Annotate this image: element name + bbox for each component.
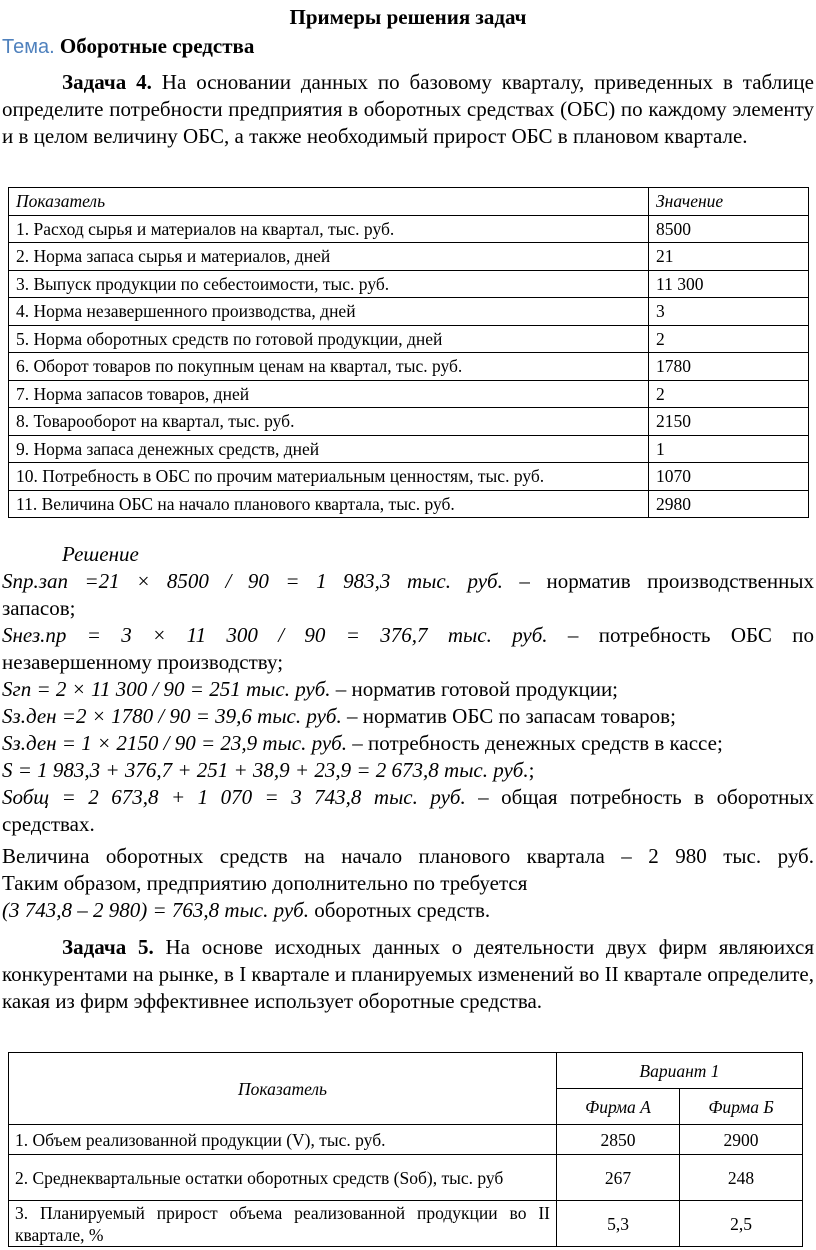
row-value: 1780	[649, 353, 809, 381]
table-header-row	[9, 1053, 803, 1089]
solution-line-10: средствах.	[2, 812, 95, 836]
header-indicator: Показатель	[9, 1053, 557, 1125]
task5-table	[8, 1052, 803, 1247]
table-row	[9, 435, 809, 463]
solution-text-9: – общая потребность в оборотных	[465, 785, 815, 809]
row-indicator: 5. Норма оборотных средств по готовой продукции, дней	[9, 325, 649, 353]
row-indicator: 9. Норма запаса денежных средств, дней	[9, 435, 649, 463]
table-row	[9, 380, 809, 408]
table-row	[9, 215, 809, 243]
solution-line-9	[2, 784, 814, 811]
task4-text: На основании данных по базовому кварталу, приведенных в таблице определите потребности предприятия в оборотных средствах (ОБС) по каждому элементу и в целом величину ОБС, а также необходимый прирост ОБС в плановом квартале.	[2, 70, 814, 148]
row-value: 2150	[649, 408, 809, 436]
solution-title: Решение	[62, 542, 139, 566]
page-title: Примеры решения задач	[289, 5, 527, 29]
solution-line-11: Величина оборотных средств на начало планового квартала – 2 980 тыс. руб.	[2, 844, 814, 868]
row-value: 21	[649, 243, 809, 271]
formula-s-obsch: Sобщ = 2 673,8 + 1 070 = 3 743,8 тыс. руб.	[2, 785, 466, 809]
solution-line-2: запасов;	[2, 596, 76, 620]
solution-line-1	[2, 568, 814, 595]
row-indicator: 8. Товарооборот на квартал, тыс. руб.	[9, 408, 649, 436]
header-indicator: Показатель	[9, 188, 649, 216]
solution-text-3: – потребность ОБС по	[547, 623, 815, 647]
row-indicator: 1. Объем реализованной продукции (V), тыс. руб.	[9, 1125, 557, 1155]
solution-text-1: – норматив производственных	[502, 569, 815, 593]
header-firm-b: Фирма Б	[680, 1089, 803, 1125]
row-indicator: 3. Планируемый прирост объема реализованной продукции во II квартале, %	[9, 1201, 557, 1247]
row-value: 2980	[649, 490, 809, 518]
solution-line-4: незавершенному производству;	[2, 650, 284, 674]
header-variant: Вариант 1	[557, 1053, 803, 1089]
table-header-row	[9, 188, 809, 216]
table-row	[9, 490, 809, 518]
row-indicator: 1. Расход сырья и материалов на квартал, тыс. руб.	[9, 215, 649, 243]
solution-line-5	[2, 676, 814, 703]
row-value: 11 300	[649, 270, 809, 298]
topic-value: Оборотные средства	[59, 34, 255, 58]
topic-label: Тема.	[2, 36, 55, 58]
row-indicator: 3. Выпуск продукции по себестоимости, тыс. руб.	[9, 270, 649, 298]
row-value: 2	[649, 325, 809, 353]
row-indicator: 10. Потребность в ОБС по прочим материальным ценностям, тыс. руб.	[9, 463, 649, 491]
row-firm-a: 267	[557, 1155, 680, 1201]
table-row	[9, 325, 809, 353]
row-indicator: 6. Оборот товаров по покупным ценам на квартал, тыс. руб.	[9, 353, 649, 381]
table-row	[9, 1155, 803, 1201]
solution-line-8	[2, 757, 814, 784]
row-firm-a: 5,3	[557, 1201, 680, 1247]
table-row	[9, 298, 809, 326]
table-row	[9, 353, 809, 381]
row-value: 8500	[649, 215, 809, 243]
solution-text-5: – норматив готовой продукции;	[330, 677, 619, 701]
solution-line-3	[2, 622, 814, 649]
solution-text-7: – потребность денежных средств в кассе;	[346, 731, 723, 755]
formula-increase: (3 743,8 – 2 980) = 763,8 тыс. руб.	[2, 898, 309, 922]
table-row	[9, 270, 809, 298]
row-indicator: 4. Норма незавершенного производства, дней	[9, 298, 649, 326]
solution-line-6	[2, 703, 814, 730]
solution-text-6: – норматив ОБС по запасам товаров;	[341, 704, 676, 728]
row-value: 1070	[649, 463, 809, 491]
task5-text: На основе исходных данных о деятельности двух фирм являюихся конкурентами на рынке, в I квартале и планируемых изменений во II квартале определите, какая из фирм эффективнее использует оборотные средства.	[2, 935, 815, 1013]
row-indicator: 2. Норма запаса сырья и материалов, дней	[9, 243, 649, 271]
table-row	[9, 1201, 803, 1247]
formula-s-z-den-goods: Sз.ден =2 × 1780 / 90 = 39,6 тыс. руб.	[2, 704, 342, 728]
table-row	[9, 243, 809, 271]
row-firm-a: 2850	[557, 1125, 680, 1155]
header-value: Значение	[649, 188, 809, 216]
header-firm-a: Фирма А	[557, 1089, 680, 1125]
table-row	[9, 1125, 803, 1155]
table-row	[9, 463, 809, 491]
formula-s-pr-zap: Sпр.зап =21 × 8500 / 90 = 1 983,3 тыс. руб.	[2, 569, 503, 593]
task4-label: Задача 4.	[62, 70, 152, 94]
row-value: 1	[649, 435, 809, 463]
row-firm-b: 248	[680, 1155, 803, 1201]
task4-paragraph	[2, 69, 814, 150]
topic-line	[2, 33, 254, 60]
task5-label: Задача 5.	[62, 935, 154, 959]
row-indicator: 2. Среднеквартальные остатки оборотных средств (Sоб), тыс. руб	[9, 1155, 557, 1201]
row-firm-b: 2900	[680, 1125, 803, 1155]
table-row	[9, 408, 809, 436]
row-value: 2	[649, 380, 809, 408]
formula-s-total: S = 1 983,3 + 376,7 + 251 + 38,9 + 23,9 = 2 673,8 тыс. руб.	[2, 758, 529, 782]
row-firm-b: 2,5	[680, 1201, 803, 1247]
solution-line-13	[2, 897, 814, 924]
formula-s-nez-pr: Sнез.пр = 3 × 11 300 / 90 = 376,7 тыс. руб.	[2, 623, 548, 647]
row-indicator: 7. Норма запасов товаров, дней	[9, 380, 649, 408]
task4-table	[8, 187, 809, 518]
row-value: 3	[649, 298, 809, 326]
formula-s-gp: Sгп = 2 × 11 300 / 90 = 251 тыс. руб.	[2, 677, 331, 701]
solution-line-7	[2, 730, 814, 757]
solution-line-12: Таким образом, предприятию дополнительно по требуется	[2, 871, 528, 895]
task5-paragraph	[2, 934, 814, 1015]
solution-text-8: ;	[528, 758, 535, 782]
row-indicator: 11. Величина ОБС на начало планового квартала, тыс. руб.	[9, 490, 649, 518]
formula-s-z-den-cash: Sз.ден = 1 × 2150 / 90 = 23,9 тыс. руб.	[2, 731, 347, 755]
solution-text-13: оборотных средств.	[308, 898, 491, 922]
